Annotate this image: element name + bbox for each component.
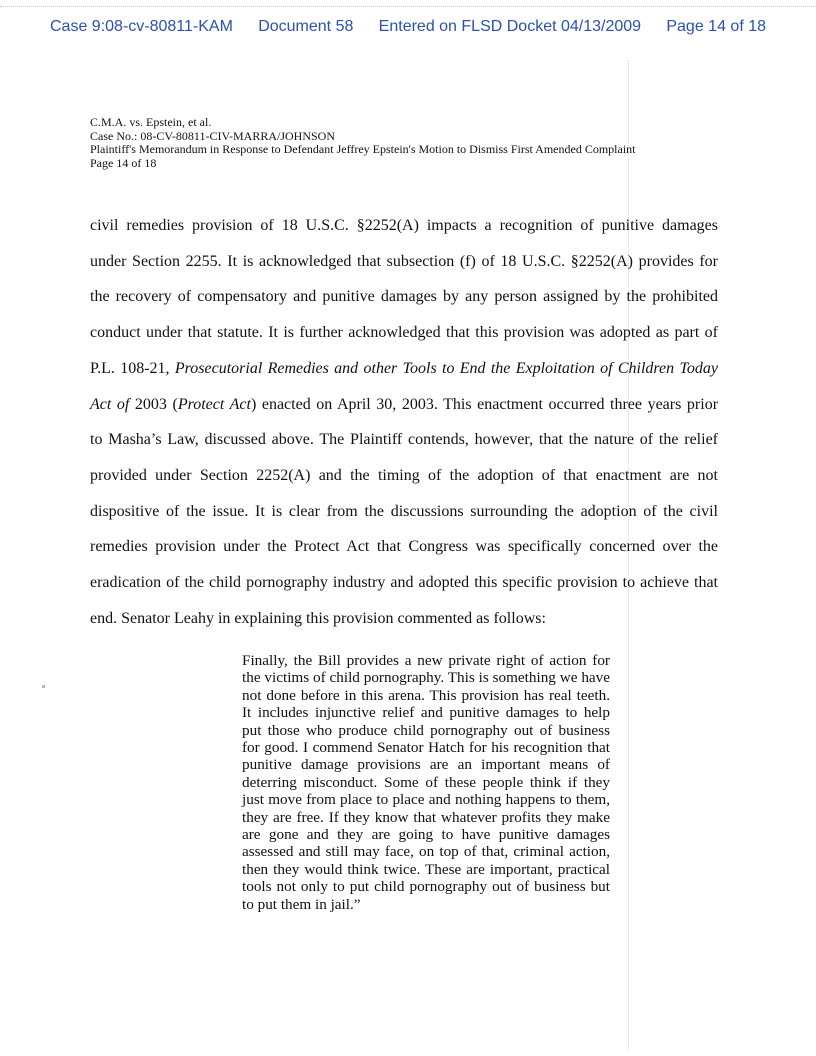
body-text-segment: ) enacted on April 30, 2003. This enactment occurred three years prior xyxy=(250,395,719,413)
act-short-name-italic: Protect Act xyxy=(177,395,251,413)
body-line: dispositive of the issue. It is clear from the discussions surrounding the adoption of the civil xyxy=(90,502,718,520)
top-rule xyxy=(0,6,816,7)
body-line: eradication of the child pornography industry and adopted this specific provision to achieve that xyxy=(90,574,718,592)
body-line xyxy=(90,351,718,387)
body-line: end. Senator Leahy in explaining this provision commented as follows: xyxy=(90,609,546,627)
stamp-docket-entry: Entered on FLSD Docket 04/13/2009 xyxy=(378,18,642,35)
header-case-caption: C.M.A. vs. Epstein, et al. xyxy=(90,115,212,129)
body-line: the recovery of compensatory and punitive damages by any person assigned by the prohibited xyxy=(90,288,718,306)
court-filing-stamp xyxy=(50,18,766,36)
body-text-segment: P.L. 108-21, xyxy=(90,359,175,377)
act-title-italic: Act of xyxy=(90,395,130,413)
block-quote: Finally, the Bill provides a new private right of action for the victims of child pornography. This is something we have not done before in this arena. This provision has real teeth. It includes injunctive relief and punitive damages to help put those who produce child pornography out of business for good. I commend Senator Hatch for his recognition that punitive damage provisions are an important means of deterring misconduct. Some of these people think if they just move from place to place and nothing happens to them, they are free. If they know that whatever profits they make are gone and they are going to have punitive damages assessed and still may face, on top of that, criminal action, then they would think twice. These are important, practical tools not only to put child pornography out of business but to put them in jail.” xyxy=(242,652,610,913)
scan-speck xyxy=(42,685,45,688)
stamp-case-number: Case 9:08-cv-80811-KAM xyxy=(50,18,233,35)
act-title-italic: Prosecutorial Remedies and other Tools to End the Exploitation of Children Today xyxy=(174,359,719,377)
body-line: civil remedies provision of 18 U.S.C. §2252(A) impacts a recognition of punitive damages xyxy=(90,217,718,234)
body-text-segment: 2003 ( xyxy=(129,395,178,413)
body-line: conduct under that statute. It is further acknowledged that this provision was adopted as part of xyxy=(90,324,718,342)
body-line: under Section 2255. It is acknowledged that subsection (f) of 18 U.S.C. §2252(A) provides for xyxy=(90,252,718,270)
header-document-title: Plaintiff's Memorandum in Response to Defendant Jeffrey Epstein's Motion to Dismiss First Amended Complaint xyxy=(90,142,636,156)
body-paragraph xyxy=(90,208,718,636)
body-line: provided under Section 2252(A) and the timing of the adoption of that enactment are not xyxy=(90,466,718,484)
header-page-number: Page 14 of 18 xyxy=(90,155,157,170)
document-header xyxy=(90,116,730,170)
stamp-page-number: Page 14 of 18 xyxy=(666,18,766,35)
body-line: remedies provision under the Protect Act that Congress was specifically concerned over the xyxy=(90,538,718,556)
body-line: to Masha’s Law, discussed above. The Plaintiff contends, however, that the nature of the relief xyxy=(90,431,718,449)
stamp-document-number: Document 58 xyxy=(258,18,354,35)
header-case-number: Case No.: 08-CV-80811-CIV-MARRA/JOHNSON xyxy=(90,128,336,143)
body-line xyxy=(90,387,718,423)
